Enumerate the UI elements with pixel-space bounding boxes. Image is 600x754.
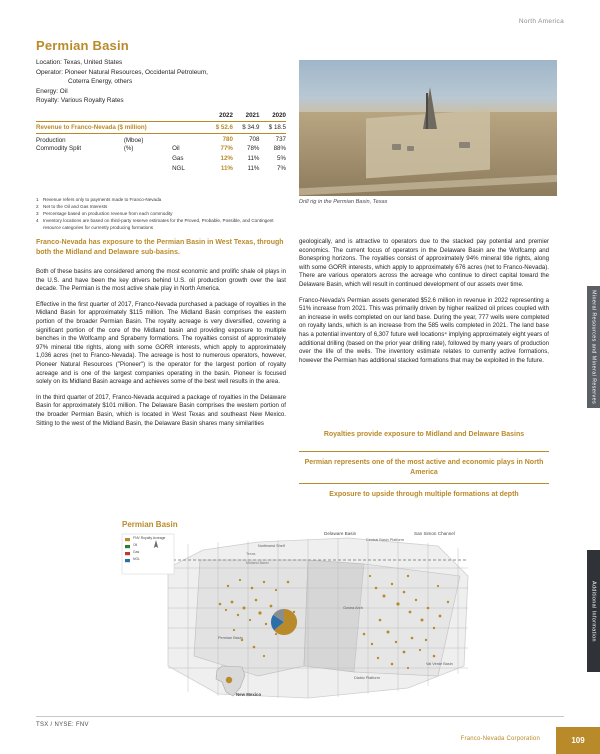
footnote-text: Revenue refers only to payments made to Franco-Nevada (43, 197, 162, 202)
footnotes (36, 196, 288, 231)
meta-energy: Energy: Oil (36, 87, 68, 95)
photo-trailer (459, 142, 470, 148)
footnote-4 (36, 217, 288, 231)
financial-table (36, 112, 286, 173)
map-legend (122, 534, 174, 574)
paragraph: In the third quarter of 2017, Franco-Nevada acquired a package of royalties in the Delaware Basin for approximately $101 million. The Delaware Basin comprises the western portion of the broader Permian Basin, which is located in West Texas and southeast New Mexico. Sitting to the west of the Midland Basin, the Delaware Basin shares many similarities (36, 393, 286, 427)
table-row-oil (36, 144, 286, 154)
footnote-number: 2 (36, 204, 39, 209)
table-label-production: Production (36, 137, 66, 144)
page-number: 109 (556, 727, 600, 754)
footnote-text: Inventory locations are based on third-party reserve estimates for the Proved, Probable, Possible, and Contingent resource categories for currently producing formations (43, 218, 274, 230)
gas-2022: 12% (220, 155, 233, 163)
table-label-commodity-split: Commodity Split (36, 145, 82, 153)
footnote-number: 4 (36, 218, 39, 223)
map-label-northwest-shelf: Northwest Shelf (258, 544, 285, 548)
footer-company-name: Franco-Nevada Corporation (460, 736, 540, 742)
production-2021: 708 (249, 135, 260, 143)
table-row-ngl (36, 164, 286, 174)
meta-operator-cont: Coterra Energy, others (68, 78, 133, 86)
ngl-2021: 11% (247, 164, 260, 172)
map-label-new-mexico: Texas (246, 552, 256, 556)
paragraph: Both of these basins are considered among the most economic and prolific shale oil plays in the U.S. and have been the key drivers behind U.S. oil production growth over the last decade. The Permian is the most active shale play in North America. (36, 268, 286, 293)
legend-label-gas: Gas (133, 550, 140, 554)
gas-2020: 5% (277, 155, 286, 163)
table-sublabel-gas: Gas (172, 155, 184, 163)
running-head: North America (518, 18, 564, 25)
table-header-row (36, 112, 286, 122)
photo-tank (407, 146, 414, 151)
map-label-central-basin-platform: Ozona Arch (343, 606, 363, 610)
ngl-2020: 7% (277, 164, 286, 172)
map-label-val-verde-basin: Diablo Platform (354, 676, 380, 680)
footnote-1 (36, 196, 288, 203)
oil-2022: 77% (220, 145, 233, 153)
body-column-right (299, 238, 549, 372)
asset-photo (299, 60, 557, 196)
map-label-ozona-arch: Val Verde Basin (426, 662, 453, 666)
table-year-2020: 2020 (259, 112, 286, 122)
table-label-revenue: Revenue to Franco-Nevada ($ million) (36, 122, 206, 134)
footer-ticker: TSX / NYSE: FNV (36, 722, 89, 728)
paragraph: Franco-Nevada's Permian assets generated $52.6 million in revenue in 2022 representing a 51% increase from 2021. This was primarily driven by higher realized oil prices coupled with an increase in wells completed on our land base. During the year, 777 wells were completed on royalty lands, which is an increase from the 585 wells completed in 2021. The land base has a potential inventory of 6,307 future well locations⁴ implying approximately eight years of additional drilling (based on the prior year drilling rate), followed by many years of production over the life of the wells. The inventory estimate relates to currently active formations, however the Permian has additional stacked formations that may be exploited in the future. (299, 296, 549, 364)
revenue-2022: 52.6 (220, 124, 233, 131)
central-basin-platform-shape (304, 560, 364, 672)
table-year-2022: 2022 (206, 112, 233, 122)
side-tab-additional-information[interactable] (587, 550, 600, 672)
table-sublabel-oil: Oil (172, 145, 180, 153)
footnote-3 (36, 210, 288, 217)
photo-tank (392, 144, 401, 150)
legend-label-oil: Oil (133, 543, 138, 547)
commodity-pie-inset (271, 609, 297, 635)
production-2022: 780 (222, 135, 233, 143)
revenue-2020: 18.5 (273, 124, 286, 131)
map-label-san-simon-channel: Central Basin Platform (366, 538, 404, 542)
meta-location: Location: Texas, United States (36, 59, 123, 66)
body-column-left (36, 268, 286, 435)
map-label-diablo-platform: Permian Basin (218, 636, 243, 640)
asset-metadata (36, 58, 286, 106)
footnote-text: Net to the Oil and Gas Interests (43, 204, 108, 209)
oil-2020: 88% (273, 145, 286, 153)
footnote-text: Percentage based on production revenue from each commodity (43, 211, 173, 216)
map-canvas (108, 516, 500, 706)
table-unit-percent: (%) (123, 145, 134, 153)
ngl-2022: 11% (220, 164, 233, 172)
map-label-delaware-basin: Delaware Basin (324, 531, 357, 536)
map-label-midland-basin: San Simon Channel (414, 531, 455, 536)
photo-drill-rig (423, 87, 437, 129)
map-title: Permian Basin (122, 520, 178, 529)
page-title: Permian Basin (36, 38, 129, 53)
section-subheading: Franco-Nevada has exposure to the Permian Basin in West Texas, through both the Midland and Delaware sub-basins. (36, 239, 284, 256)
paragraph: Effective in the first quarter of 2017, Franco-Nevada purchased a package of royalties in the Midland Basin for approximately $115 million. The Midland Basin comprises the eastern portion of the broader Permian Basin. The royalty acreage is very diversified, covering a significant portion of the core of the Midland basin and providing exposure to multiple benches in the Wolfcamp and Spraberry formations. The royalties consist of approximately 97% mineral title rights, along with some GORR interests, which apply to approximately 1,036 acres (net to Franco-Nevada). The acreage is host to numerous operators, however, Pioneer Natural Resources ("Pioneer") is the operator for the largest portion of royalty acreage and is one of the largest companies operating in the basin. Pioneer is focused solely on its Midland Basin acreage and achieves some of the best well results in the area. (36, 300, 286, 386)
revenue-2021: 34.9 (247, 124, 260, 131)
permian-basin-map (108, 516, 500, 706)
side-tab-mineral-resources[interactable] (587, 286, 600, 408)
table-row-revenue (36, 122, 286, 134)
oil-2021: 78% (247, 145, 260, 153)
production-2020: 737 (275, 135, 286, 143)
currency-symbol: $ (268, 124, 273, 131)
footnote-number: 3 (36, 211, 39, 216)
table-row-gas (36, 154, 286, 164)
footer-divider (36, 716, 564, 717)
paragraph: geologically, and is attractive to operators due to the stacked pay potential and premier economics. The current focus of operators in the Delaware Basin are the Wolfcamp and Bonespring horizons. The royalties consist of approximately 94% mineral title rights, along with some GORR interests, which apply to approximately 676 acres (net to Franco-Nevada). There are various operators across the acreage who continue to direct capital toward the Delaware Basin, which will result in continued development of our assets over time. (299, 238, 549, 288)
legend-label-ngl: NGL (133, 557, 140, 561)
meta-operator: Operator: Pioneer Natural Resources, Occidental Petroleum, (36, 68, 208, 76)
callout-active-plays: Permian represents one of the most active and economic plays in North America (299, 451, 549, 481)
gas-2021: 11% (247, 155, 260, 163)
meta-royalty: Royalty: Various Royalty Rates (36, 97, 124, 105)
currency-symbol: $ (215, 124, 220, 131)
table-sublabel-ngl: NGL (172, 164, 185, 172)
footnote-number: 1 (36, 197, 39, 202)
side-tab-label: Additional Information (590, 580, 597, 642)
footnote-2 (36, 203, 288, 210)
table-year-2021: 2021 (233, 112, 260, 122)
table-row-production (36, 134, 286, 145)
map-label-permian-basin: New Mexico (236, 692, 262, 697)
currency-symbol: $ (242, 124, 246, 131)
photo-caption: Drill rig in the Permian Basin, Texas (299, 199, 388, 205)
photo-derrick-mast (426, 93, 428, 129)
side-tab-label: Mineral Resources and Mineral Reserves (590, 289, 597, 405)
map-label-texas: Midland Basin (246, 561, 269, 565)
callout-upside: Exposure to upside through multiple formations at depth (299, 483, 549, 504)
table-unit-mboe: (Mboe) (123, 137, 144, 144)
legend-label-royalty: FNV Royalty Acreage (133, 536, 166, 540)
callout-royalties: Royalties provide exposure to Midland and Delaware Basins (323, 431, 525, 438)
